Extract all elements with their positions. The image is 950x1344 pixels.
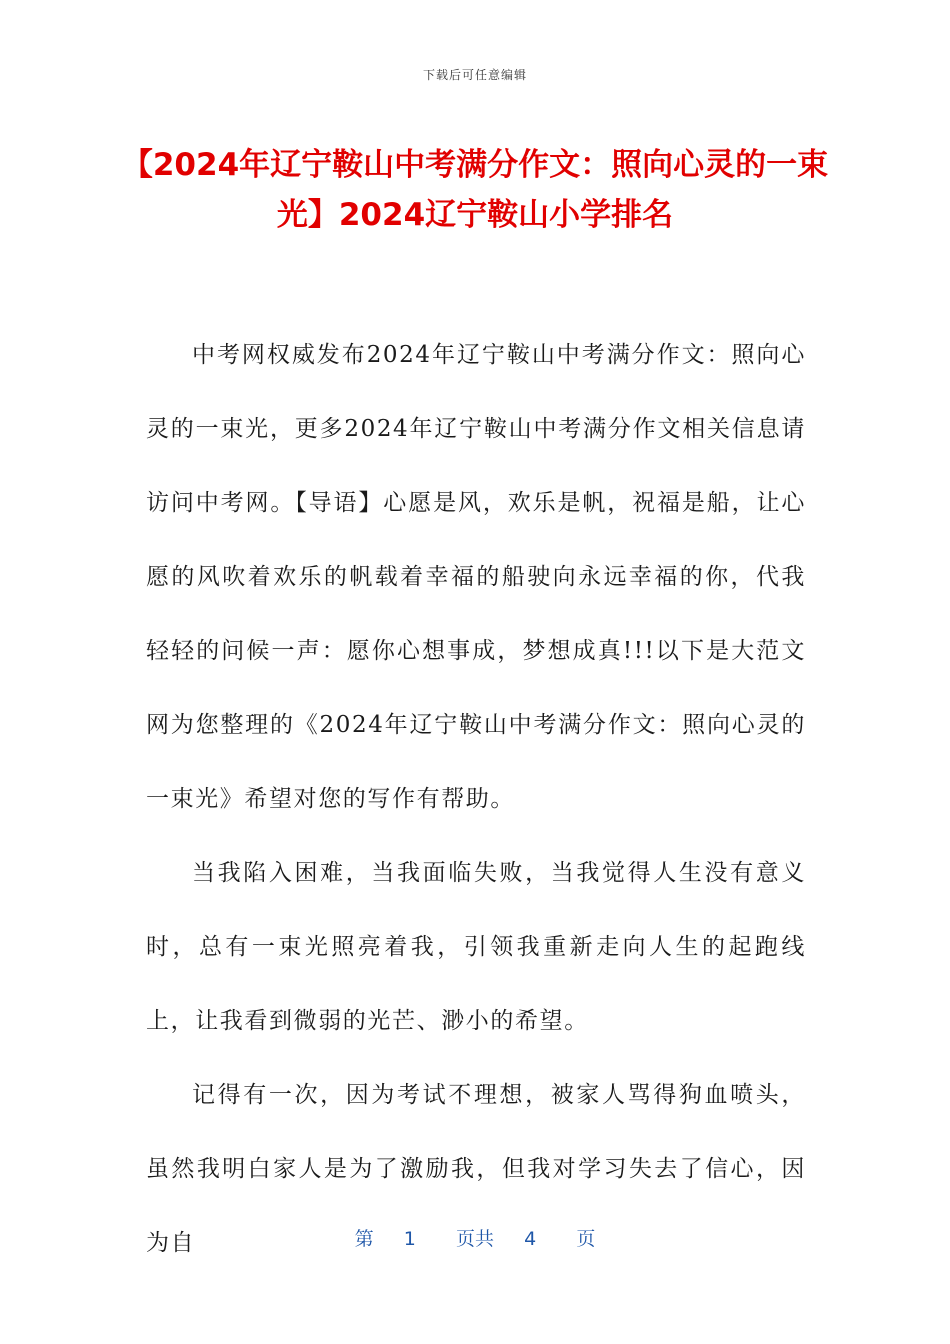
document-body — [146, 318, 806, 1280]
paragraph: 中考网权威发布2024年辽宁鞍山中考满分作文：照向心灵的一束光，更多2024年辽宁鞍山中考满分作文相关信息请访问中考网。【导语】心愿是风，欢乐是帆，祝福是船，让心愿的风吹着欢乐的帆载着幸福的船驶向永远幸福的你，代我轻轻的问候一声：愿你心想事成，梦想成真!!!以下是大范文网为您整理的《2024年辽宁鞍山中考满分作文：照向心灵的一束光》希望对您的写作有帮助。 — [146, 342, 806, 812]
page-label-mid: 页共 — [455, 1228, 494, 1250]
document-title: 【2024年辽宁鞍山中考满分作文：照向心灵的一束光】2024辽宁鞍山小学排名 — [121, 147, 829, 233]
total-page-count: 4 — [524, 1228, 537, 1250]
paragraph: 当我陷入困难，当我面临失败，当我觉得人生没有意义时，总有一束光照亮着我，引领我重新走向人生的起跑线上，让我看到微弱的光芒、渺小的希望。 — [146, 860, 806, 1034]
header-note: 下载后可任意编辑 — [422, 68, 527, 82]
page-label-suffix: 页 — [576, 1228, 596, 1250]
page-label-prefix: 第 — [354, 1228, 374, 1250]
page-footer — [0, 1224, 950, 1251]
paragraph: 记得有一次，因为考试不理想，被家人骂得狗血喷头，虽然我明白家人是为了激励我，但我对学习失去了信心，因为自 — [146, 1082, 806, 1256]
current-page-number: 1 — [403, 1228, 416, 1250]
